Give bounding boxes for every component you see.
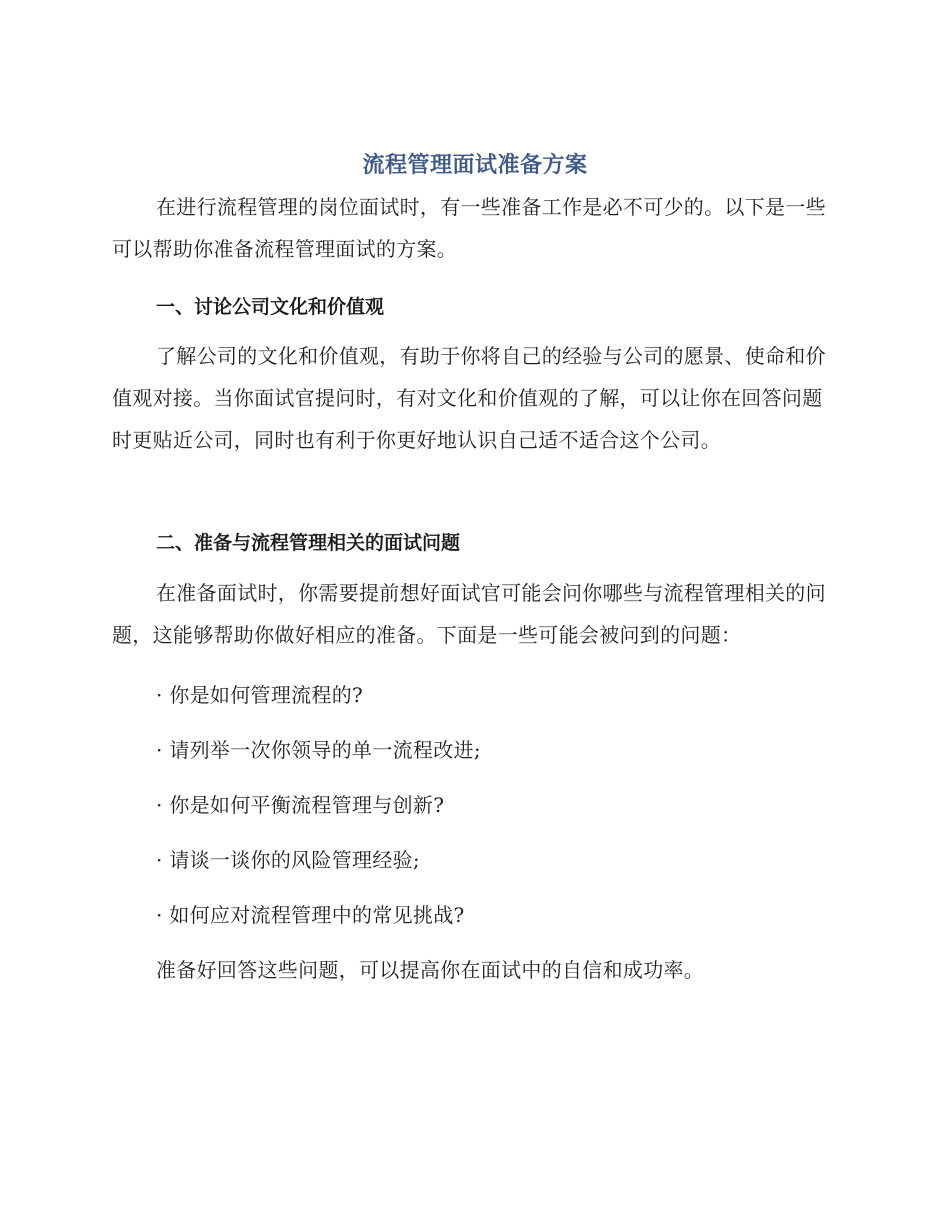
section-heading-culture: 一、讨论公司文化和价值观 — [156, 296, 385, 318]
intro-paragraph: 在进行流程管理的岗位面试时，有一些准备工作是必不可少的。以下是一些可以帮助你准备流程管理面试的方案。 — [112, 195, 826, 261]
section-body-culture: 了解公司的文化和价值观，有助于你将自己的经验与公司的愿景、使命和价值观对接。当你面试官提问时，有对文化和价值观的了解，可以让你在回答问题时更贴近公司，同时也有利于你更好地认识自己适不适合这个公司。 — [112, 344, 826, 452]
document-title: 流程管理面试准备方案 — [362, 153, 588, 178]
list-item: · 你是如何管理流程的? — [156, 683, 364, 707]
list-item: · 请列举一次你领导的单一流程改进; — [156, 738, 481, 762]
list-item: · 请谈一谈你的风险管理经验; — [156, 848, 420, 872]
section-body-questions: 在准备面试时，你需要提前想好面试官可能会问你哪些与流程管理相关的问题，这能够帮助你做好相应的准备。下面是一些可能会被问到的问题： — [112, 581, 826, 647]
list-item: · 你是如何平衡流程管理与创新? — [156, 793, 445, 817]
list-item: · 如何应对流程管理中的常见挑战? — [156, 903, 465, 927]
section-heading-questions: 二、准备与流程管理相关的面试问题 — [156, 532, 461, 554]
closing-paragraph: 准备好回答这些问题，可以提高你在面试中的自信和成功率。 — [156, 958, 705, 982]
